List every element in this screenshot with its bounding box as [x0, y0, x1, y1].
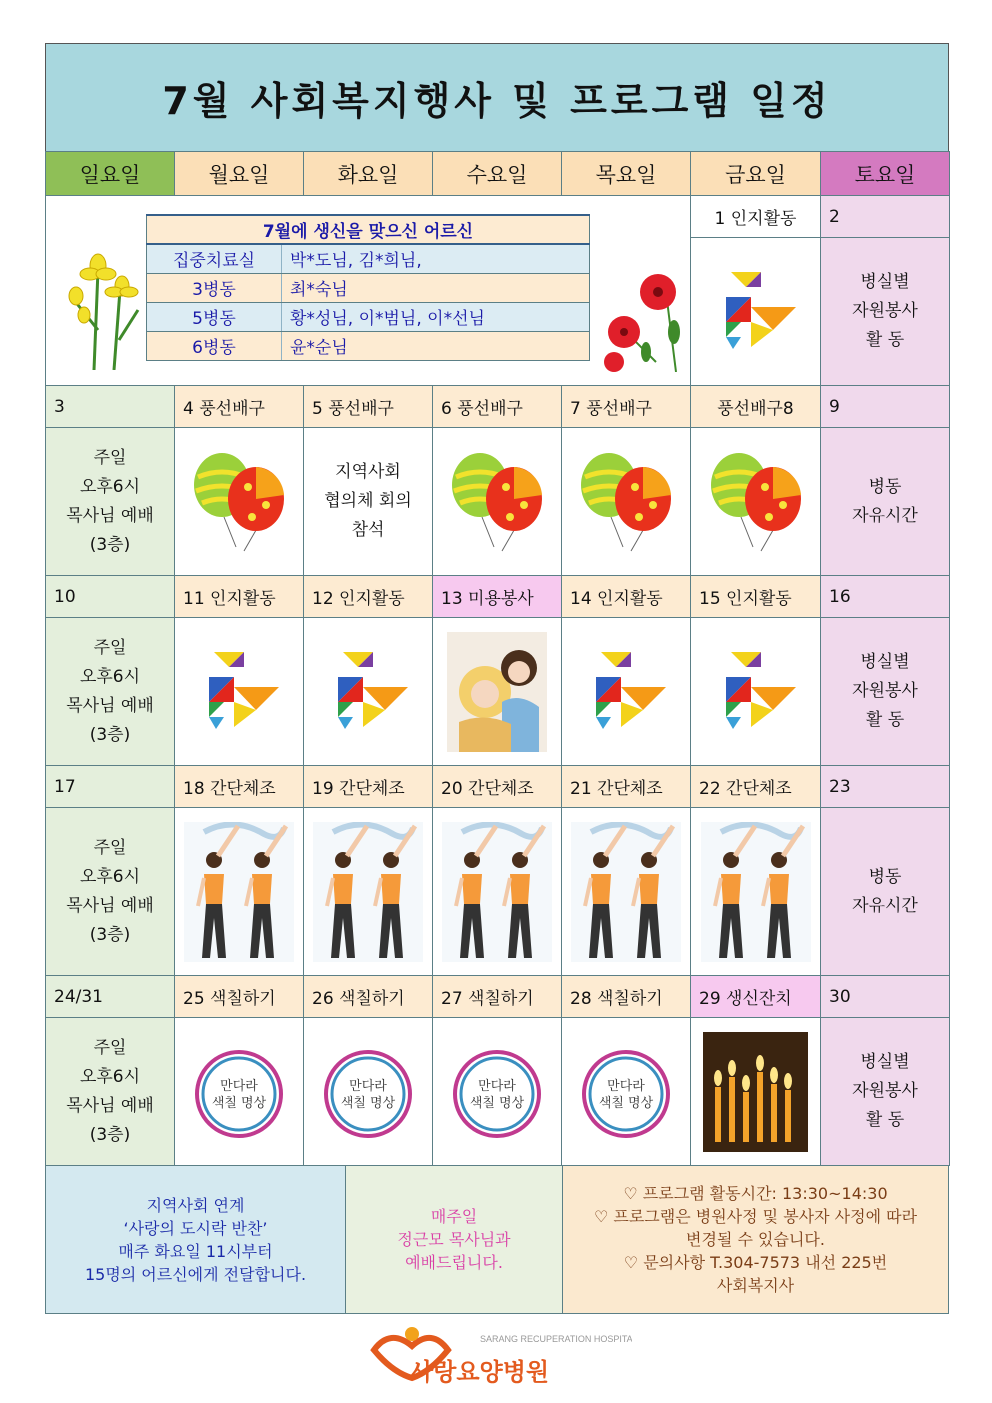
date-label: 28 색칠하기 — [562, 976, 691, 1018]
sunday-service: 주일 오후6시 목사님 예배 (3층) — [46, 428, 175, 576]
date-label: 30 — [821, 976, 950, 1018]
date-label: 24/31 — [46, 976, 175, 1018]
community-note: 지역사회 연계 ‘사랑의 도시락 반찬’ 매주 화요일 11시부터 15명의 어르신에게 전달합니다. — [46, 1166, 346, 1313]
beauty-service-icon — [433, 618, 562, 766]
balloon-icon — [691, 428, 821, 576]
svg-text:만다라: 만다라 — [607, 1078, 645, 1094]
tangram-icon — [562, 618, 691, 766]
ward-name: 5병동 — [147, 302, 282, 331]
hibiscus-flower-icon — [596, 252, 691, 372]
tangram-icon — [691, 238, 821, 386]
svg-text:색칠 명상: 색칠 명상 — [469, 1095, 525, 1111]
svg-text:만다라: 만다라 — [349, 1078, 387, 1094]
worship-note: 매주일 정근모 목사님과 예배드립니다. — [346, 1166, 563, 1313]
calendar-sheet — [45, 43, 949, 1314]
exercise-icon — [562, 808, 691, 976]
sunday-service: 주일 오후6시 목사님 예배 (3층) — [46, 618, 175, 766]
day-header: 수요일 — [433, 152, 562, 196]
date-label: 16 — [821, 576, 950, 618]
date-label: 10 — [46, 576, 175, 618]
svg-text:색칠 명상: 색칠 명상 — [340, 1095, 396, 1111]
coloring-book-icon — [562, 1018, 691, 1166]
exercise-icon — [175, 808, 304, 976]
footer-notes — [45, 1166, 949, 1314]
day-header: 월요일 — [175, 152, 304, 196]
date-label: 21 간단체조 — [562, 766, 691, 808]
exercise-icon — [691, 808, 821, 976]
date-label: 25 색칠하기 — [175, 976, 304, 1018]
sunday-service: 주일 오후6시 목사님 예배 (3층) — [46, 1018, 175, 1166]
resident-names: 최*숙님 — [282, 273, 590, 302]
date-label: 3 — [46, 386, 175, 428]
date-label: 12 인지활동 — [304, 576, 433, 618]
date-label: 7 풍선배구 — [562, 386, 691, 428]
svg-text:색칠 명상: 색칠 명상 — [598, 1095, 654, 1111]
svg-text:만다라: 만다라 — [220, 1078, 258, 1094]
tangram-icon — [691, 618, 821, 766]
resident-names: 황*성님, 이*범님, 이*선님 — [282, 302, 590, 331]
saturday-activity: 병동 자유시간 — [821, 428, 950, 576]
tangram-icon — [175, 618, 304, 766]
sunday-service: 주일 오후6시 목사님 예배 (3층) — [46, 808, 175, 976]
title-banner — [45, 43, 949, 151]
date-label: 2 — [821, 196, 950, 238]
date-label: 19 간단체조 — [304, 766, 433, 808]
exercise-icon — [304, 808, 433, 976]
tangram-icon — [304, 618, 433, 766]
balloon-icon — [175, 428, 304, 576]
meeting-note: 지역사회 협의체 회의 참석 — [304, 428, 433, 576]
date-label: 5 풍선배구 — [304, 386, 433, 428]
resident-names: 박*도님, 김*희님, — [282, 244, 590, 273]
date-label: 4 풍선배구 — [175, 386, 304, 428]
day-header: 목요일 — [562, 152, 691, 196]
date-label: 11 인지활동 — [175, 576, 304, 618]
svg-text:만다라: 만다라 — [478, 1078, 516, 1094]
saturday-activity: 병실별 자원봉사 활 동 — [821, 1018, 950, 1166]
balloon-icon — [562, 428, 691, 576]
ward-name: 6병동 — [147, 331, 282, 360]
date-label: 22 간단체조 — [691, 766, 821, 808]
day-header: 일요일 — [46, 152, 175, 196]
birthday-heading: 7월에 생신을 맞으신 어르신 — [147, 215, 590, 244]
date-label: 6 풍선배구 — [433, 386, 562, 428]
saturday-activity: 병실별 자원봉사 활 동 — [821, 618, 950, 766]
birthday-candles-icon — [691, 1018, 821, 1166]
date-label: 17 — [46, 766, 175, 808]
date-label: 15 인지활동 — [691, 576, 821, 618]
day-header: 금요일 — [691, 152, 821, 196]
date-label: 27 색칠하기 — [433, 976, 562, 1018]
program-info-note: ♡ 프로그램 활동시간: 13:30~14:30 ♡ 프로그램은 병원사정 및 봉사자 사정에 따라 변경될 수 있습니다. ♡ 문의사항 T.304-7573 내선 225번 사회복지사 — [563, 1166, 948, 1313]
ward-name: 집중치료실 — [147, 244, 282, 273]
day-header: 토요일 — [821, 152, 950, 196]
svg-text:SARANG RECUPERATION HOSPITAL: SARANG RECUPERATION HOSPITAL — [480, 1334, 632, 1344]
birthday-panel — [46, 196, 691, 386]
logo-text: 사랑요양병원 — [410, 1358, 550, 1386]
weekday-header — [46, 152, 950, 196]
date-label: 23 — [821, 766, 950, 808]
date-label: 26 색칠하기 — [304, 976, 433, 1018]
date-label: 14 인지활동 — [562, 576, 691, 618]
hospital-logo — [360, 1320, 632, 1388]
coloring-book-icon — [304, 1018, 433, 1166]
date-label: 18 간단체조 — [175, 766, 304, 808]
saturday-activity: 병실별 자원봉사 활 동 — [821, 238, 950, 386]
ward-name: 3병동 — [147, 273, 282, 302]
date-label: 9 — [821, 386, 950, 428]
svg-text:색칠 명상: 색칠 명상 — [211, 1095, 267, 1111]
date-label: 1 인지활동 — [691, 196, 821, 238]
balloon-icon — [433, 428, 562, 576]
birthday-table — [146, 214, 590, 361]
page-title: 7월 사회복지행사 및 프로그램 일정 — [162, 79, 832, 123]
saturday-activity: 병동 자유시간 — [821, 808, 950, 976]
iris-flower-icon — [64, 240, 144, 370]
resident-names: 윤*순님 — [282, 331, 590, 360]
date-label: 29 생신잔치 — [691, 976, 821, 1018]
coloring-book-icon — [175, 1018, 304, 1166]
exercise-icon — [433, 808, 562, 976]
date-label: 풍선배구8 — [691, 386, 821, 428]
calendar-table — [45, 151, 950, 1166]
date-label: 20 간단체조 — [433, 766, 562, 808]
coloring-book-icon — [433, 1018, 562, 1166]
day-header: 화요일 — [304, 152, 433, 196]
date-label: 13 미용봉사 — [433, 576, 562, 618]
